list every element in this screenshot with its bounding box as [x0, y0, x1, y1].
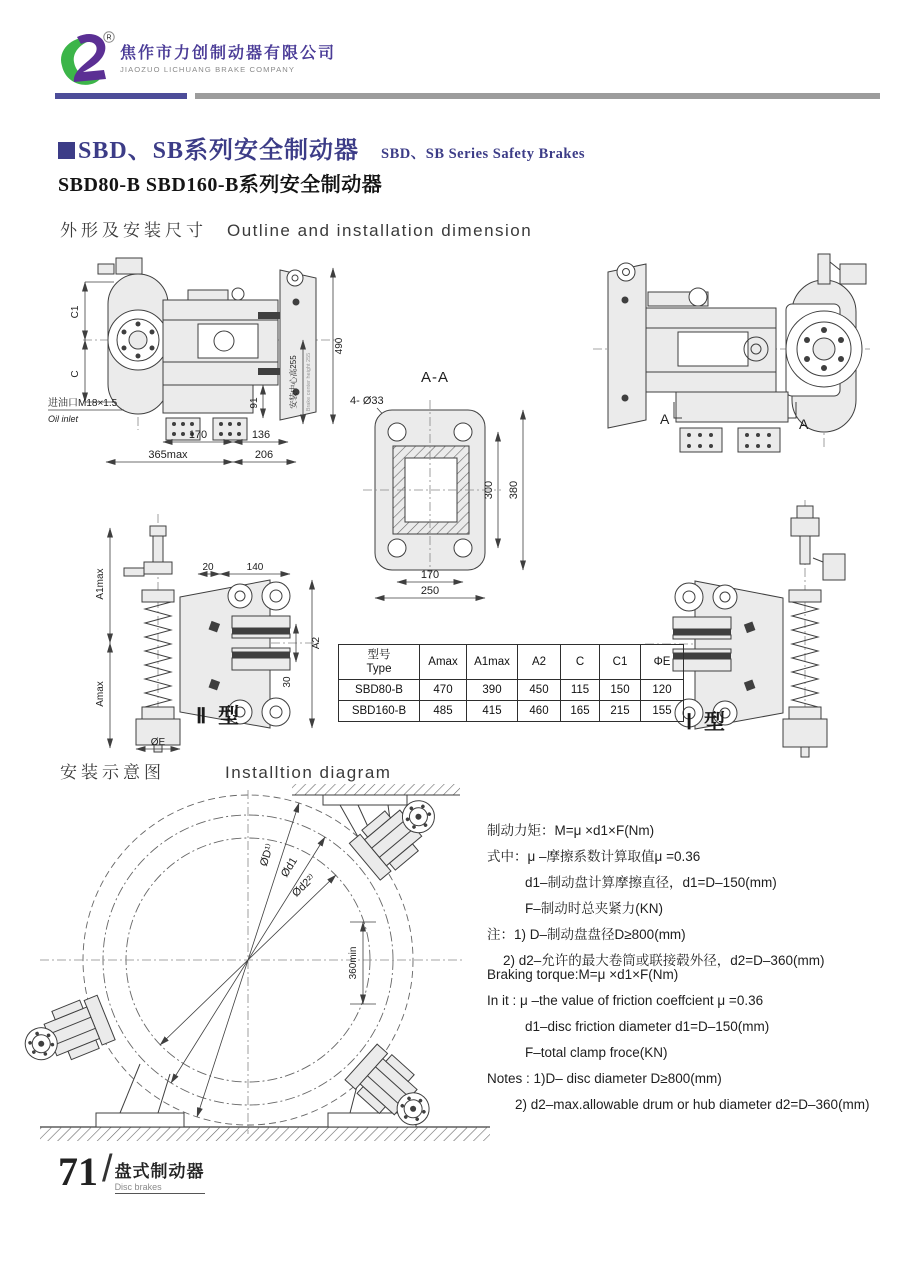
header-rule-purple	[55, 93, 187, 99]
footer-slash: /	[102, 1148, 113, 1190]
cell-c: 165	[561, 701, 600, 722]
cell-c1: 215	[600, 701, 641, 722]
label-diameter-d1: Ød1	[278, 855, 301, 880]
dim-aa-250: 250	[420, 585, 440, 597]
installation-diagram	[40, 782, 490, 1142]
dim-phiE: ØE	[150, 737, 166, 748]
marker-a-right: A	[799, 416, 809, 432]
section-aa-drawing	[335, 368, 550, 603]
cell-c1: 150	[600, 680, 641, 701]
note-line: Notes : 1)D– disc diameter D≥800(mm)	[487, 1071, 722, 1086]
side-view-drawing	[48, 252, 348, 474]
spec-table	[338, 644, 684, 722]
cell-a1max: 415	[467, 701, 518, 722]
page-footer	[58, 1148, 205, 1195]
dim-aa-170: 170	[420, 569, 440, 581]
registered-mark-icon: R	[106, 34, 112, 42]
header-rule-gray	[195, 93, 880, 99]
page-number: 71	[58, 1149, 98, 1194]
header-model-en: Type	[366, 663, 392, 675]
header-a1max: A1max	[467, 645, 518, 680]
oil-inlet-cn: 进油口M18×1.5	[48, 398, 118, 409]
cell-phiE: 120	[641, 680, 684, 701]
dim-170: 170	[188, 429, 208, 441]
label-diameter-d2: Ød2²⁾	[289, 872, 318, 900]
cell-a2: 450	[518, 680, 561, 701]
note-line: 式中：μ –摩擦系数计算取值μ =0.36	[487, 849, 701, 864]
header-amax: Amax	[420, 645, 467, 680]
dim-c1: C1	[70, 305, 81, 319]
type2-label: Ⅱ 型	[196, 705, 243, 728]
company-name-en: JIAOZUO LICHUANG BRAKE COMPANY	[120, 65, 296, 74]
section-aa-title: A-A	[420, 369, 450, 386]
spec-table-header-row	[339, 645, 684, 680]
cell-amax: 485	[420, 701, 467, 722]
footer-label-cn: 盘式制动器	[114, 1162, 205, 1181]
series-title	[58, 130, 585, 165]
footer-label-en: Disc brakes	[115, 1182, 205, 1194]
note-line: In it : μ –the value of friction coeffcient μ =0.36	[487, 993, 764, 1008]
dim-center-height-cn: 安装中心高255	[289, 355, 298, 409]
note-line: 注：1) D–制动盘盘径D≥800(mm)	[487, 927, 686, 942]
header-model-cn: 型号	[367, 649, 391, 661]
oil-inlet-en: Oil inlet	[48, 414, 79, 424]
type1-label: Ⅰ 型	[686, 711, 729, 734]
cell-model: SBD80-B	[339, 680, 420, 701]
cell-a1max: 390	[467, 680, 518, 701]
cell-amax: 470	[420, 680, 467, 701]
dim-380: 380	[508, 480, 520, 500]
dim-c: C	[70, 370, 81, 378]
header-c: C	[561, 645, 600, 680]
note-line: 2) d2–允许的最大卷筒或联接毂外径，d2=D–360(mm)	[503, 953, 825, 968]
header-c1: C1	[600, 645, 641, 680]
aa-holes-label: 4- Ø33	[350, 395, 384, 407]
dim-center-height-en: Brake center height 255	[306, 352, 312, 412]
note-line: d1–disc friction diameter d1=D–150(mm)	[525, 1019, 770, 1034]
model-title: SBD80-B SBD160-B系列安全制动器	[58, 174, 383, 196]
dim-a1max: A1max	[95, 568, 106, 600]
notes-english	[487, 962, 870, 1118]
dim-a2: A2	[311, 636, 322, 650]
dim-amax: Amax	[95, 681, 106, 707]
label-360min: 360min	[348, 946, 359, 980]
header-a2: A2	[518, 645, 561, 680]
cell-a2: 460	[518, 701, 561, 722]
marker-a-left: A	[660, 411, 670, 427]
section-outline-heading	[60, 216, 532, 241]
label-diameter-D: ØD¹⁾	[257, 842, 277, 868]
cell-c: 115	[561, 680, 600, 701]
dim-206: 206	[254, 449, 274, 461]
note-line: 2) d2–max.allowable drum or hub diameter d2=D–360(mm)	[515, 1097, 870, 1112]
note-line: Braking torque:M=μ ×d1×F(Nm)	[487, 967, 679, 982]
note-line: 制动力矩：M=μ ×d1×F(Nm)	[487, 823, 655, 838]
table-row	[339, 701, 684, 722]
section-install-cn: 安装示意图	[60, 763, 165, 782]
dim-365max: 365max	[148, 449, 188, 461]
cell-phiE: 155	[641, 701, 684, 722]
dim-30: 30	[282, 676, 293, 688]
header-phiE: ΦE	[641, 645, 684, 680]
section-outline-cn: 外形及安装尺寸	[60, 221, 207, 240]
company-logo	[50, 30, 116, 92]
company-name-cn: 焦作市力创制动器有限公司	[120, 45, 337, 62]
section-outline-en: Outline and installation dimension	[227, 221, 533, 240]
note-line: F–total clamp froce(KN)	[525, 1045, 668, 1060]
series-title-en: SBD、SB Series Safety Brakes	[381, 146, 586, 162]
dim-300: 300	[483, 480, 495, 500]
table-row	[339, 680, 684, 701]
dim-20: 20	[202, 562, 214, 573]
note-line: d1–制动盘计算摩擦直径，d1=D–150(mm)	[525, 875, 777, 890]
notes-chinese	[487, 818, 824, 974]
note-line: F–制动时总夹紧力(KN)	[525, 901, 663, 916]
side-view-right-drawing	[578, 252, 878, 482]
section-install-en: Installtion diagram	[225, 763, 392, 782]
dim-136: 136	[251, 429, 271, 441]
series-title-cn: SBD、SB系列安全制动器	[78, 138, 360, 164]
dim-140: 140	[246, 562, 264, 573]
company-name-block	[120, 40, 336, 74]
section-install-heading	[60, 758, 391, 783]
title-square-icon	[58, 142, 75, 159]
dim-91: 91	[249, 397, 260, 409]
cell-model: SBD160-B	[339, 701, 420, 722]
brake-unit-bottom-left	[17, 993, 116, 1073]
dim-490: 490	[334, 337, 345, 355]
